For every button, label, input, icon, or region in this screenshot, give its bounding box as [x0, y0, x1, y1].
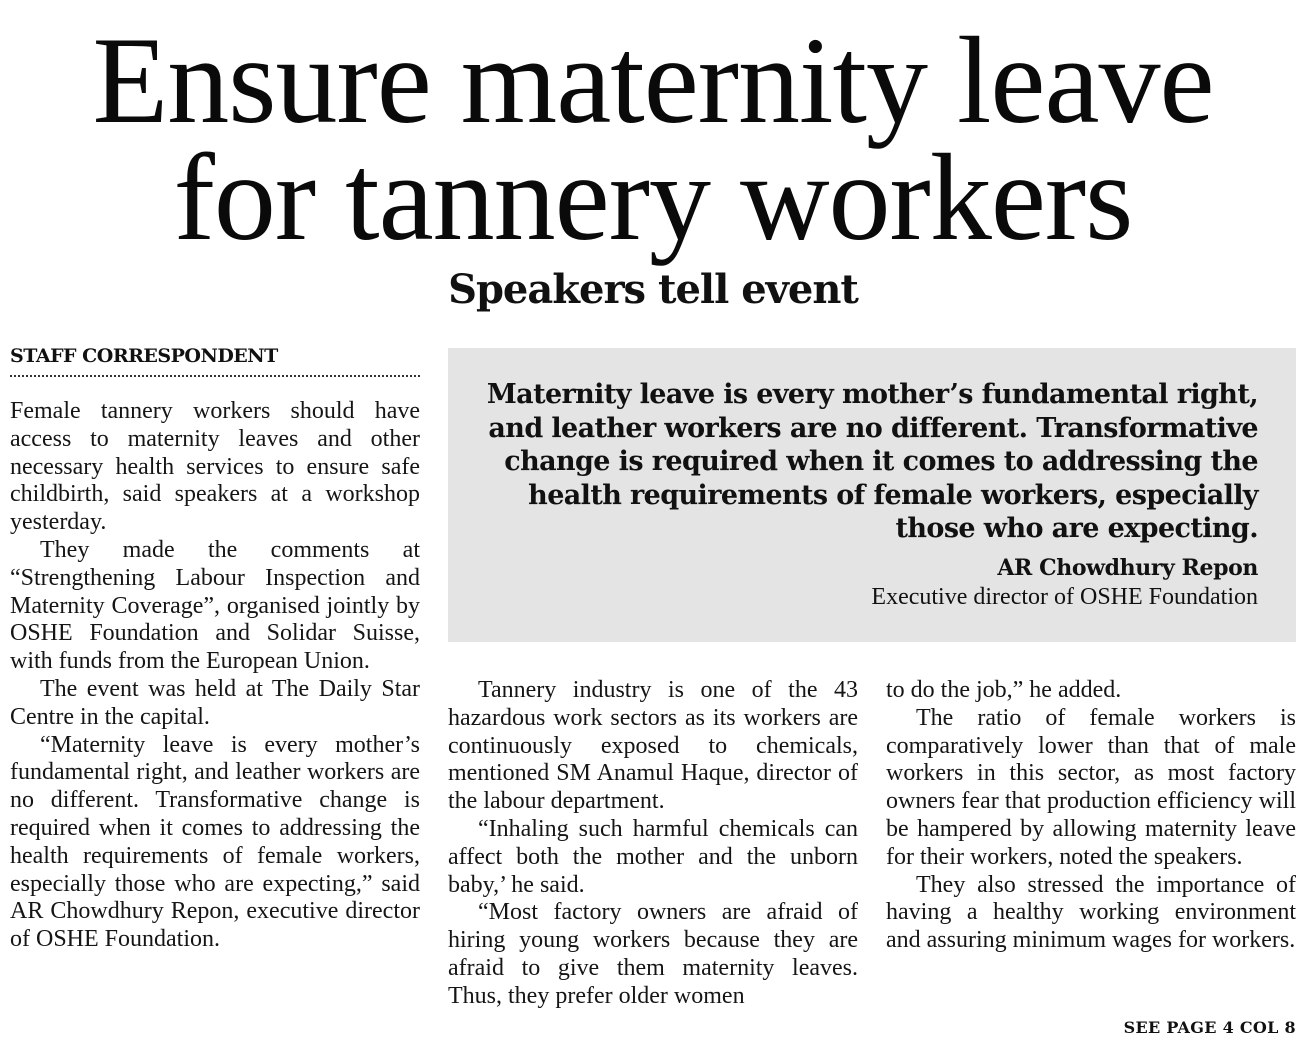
pull-quote-attribution-name: AR Chowdhury Repon [997, 555, 1258, 581]
jump-line: SEE PAGE 4 COL 8 [1123, 1018, 1296, 1037]
byline: STAFF CORRESPONDENT [10, 345, 420, 377]
pull-quote-box [448, 348, 1296, 642]
article-column-3 [886, 677, 1296, 955]
pull-quote-attribution-title: Executive director of OSHE Foundation [871, 584, 1258, 610]
paragraph: The event was held at The Daily Star Centre in the capital. [10, 675, 420, 730]
paragraph: The ratio of female workers is comparatively lower than that of male workers in this sector, as most factory owners fear that production efficiency will be hampered by allowing maternity leave for their workers, noted the speakers. [886, 704, 1296, 870]
paragraph: Female tannery workers should have access to maternity leaves and other necessary health services to ensure safe childbirth, said speakers at a workshop yesterday. [10, 398, 420, 536]
paragraph: Tannery industry is one of the 43 hazardous work sectors as its workers are continuously exposed to chemicals, mentioned SM Anamul Haque, director of the labour department. [448, 677, 858, 815]
paragraph: They also stressed the importance of having a healthy working environment and assuring minimum wages for workers. [886, 871, 1296, 954]
article-column-1 [10, 398, 420, 954]
headline-line-1: Ensure maternity leave [92, 12, 1214, 149]
headline-line-2: for tannery workers [173, 129, 1133, 266]
paragraph: “Maternity leave is every mother’s fundamental right, and leather workers are no different. Transformative change is required when it comes to addressing the health requirements of female workers, especially those who are expecting,” said AR Chowdhury Repon, executive director of OSHE Foundation. [10, 731, 420, 953]
paragraph: They made the comments at “Strengthening Labour Inspection and Maternity Coverage”, organised jointly by OSHE Foundation and Solidar Suisse, with funds from the European Union. [10, 536, 420, 675]
paragraph: “Inhaling such harmful chemicals can affect both the mother and the unborn baby,’ he said. [448, 815, 858, 898]
headline [0, 12, 1306, 266]
article-column-2 [448, 677, 858, 1011]
pull-quote-text: Maternity leave is every mother’s fundamental right, and leather workers are no different. Transformative change is required when it comes to addressing the health requirements of female workers, especially those who are expecting. [486, 379, 1258, 544]
paragraph: to do the job,” he added. [886, 677, 1122, 703]
paragraph: “Most factory owners are afraid of hiring young workers because they are afraid to give them maternity leaves. Thus, they prefer older women [448, 899, 858, 1009]
subheadline: Speakers tell event [448, 266, 858, 313]
